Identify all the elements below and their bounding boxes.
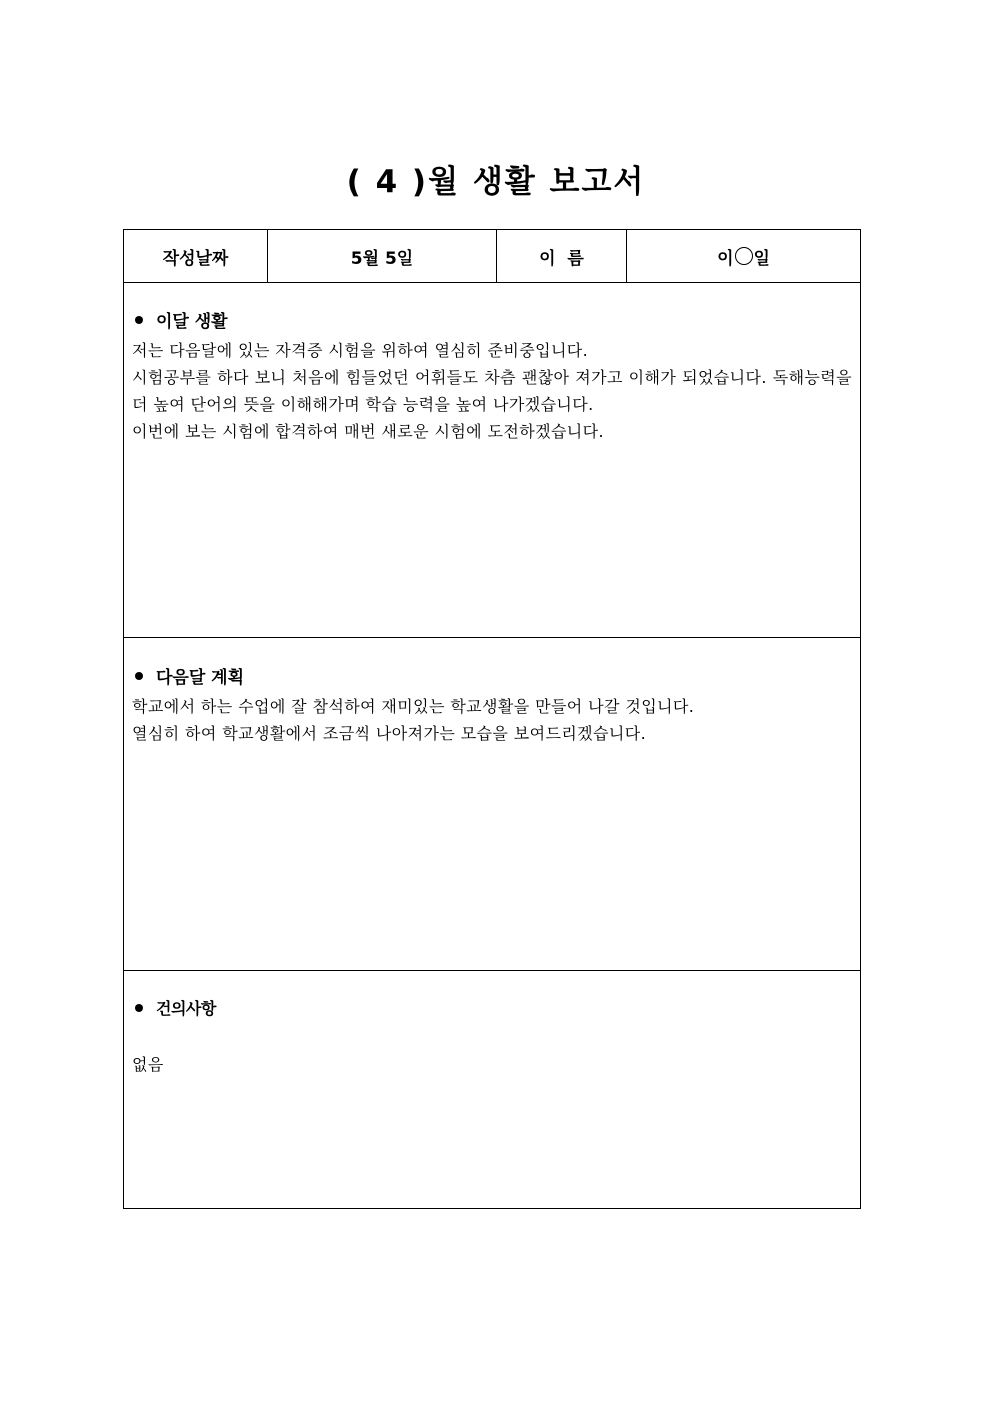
body-line: 저는 다음달에 있는 자격증 시험을 위하여 열심히 준비중입니다. — [132, 341, 589, 360]
section-next-month — [124, 639, 860, 971]
body-line: 학교에서 하는 수업에 잘 참석하여 재미있는 학교생활을 만들어 나갈 것입니다. — [132, 697, 695, 716]
name-label: 이 름 — [497, 230, 627, 282]
body-line: 이번에 보는 시험에 합격하여 매번 새로운 시험에 도전하겠습니다. — [132, 422, 604, 441]
name-value-end: 일 — [753, 248, 770, 269]
name-value-wrap — [717, 244, 770, 269]
header-row — [124, 230, 860, 283]
report-form — [123, 229, 861, 1209]
section-this-month — [124, 283, 860, 638]
section-body-suggestions: 없음 — [132, 1055, 164, 1074]
bullet-icon — [135, 316, 143, 324]
section-body-next-month — [132, 693, 852, 747]
heading-text: 다음달 계획 — [156, 668, 245, 688]
section-body-this-month — [132, 337, 852, 445]
section-heading-this-month — [135, 307, 228, 332]
bullet-icon — [135, 1004, 143, 1012]
heading-text: 이달 생활 — [156, 312, 228, 332]
page-title: ( 4 )월 생활 보고서 — [346, 164, 646, 200]
heading-text: 건의사항 — [156, 999, 216, 1018]
section-suggestions — [124, 972, 860, 1208]
date-value: 5월 5일 — [268, 230, 497, 282]
body-line: 시험공부를 하다 보니 처음에 힘들었던 어휘들도 차츰 괜찮아 져가고 이해가 되었습니다. 독해능력을 더 높여 단어의 뜻을 이해해가며 학습 능력을 높여 나가겠습니다. — [132, 368, 852, 414]
circle-mask-icon — [735, 247, 753, 265]
date-label: 작성날짜 — [124, 230, 268, 282]
section-heading-suggestions — [135, 996, 216, 1019]
body-line: 열심히 하여 학교생활에서 조금씩 나아져가는 모습을 보여드리겠습니다. — [132, 724, 647, 743]
name-value — [627, 230, 860, 282]
section-heading-next-month — [135, 663, 244, 688]
name-value-start: 이 — [717, 248, 734, 269]
bullet-icon — [135, 672, 143, 680]
